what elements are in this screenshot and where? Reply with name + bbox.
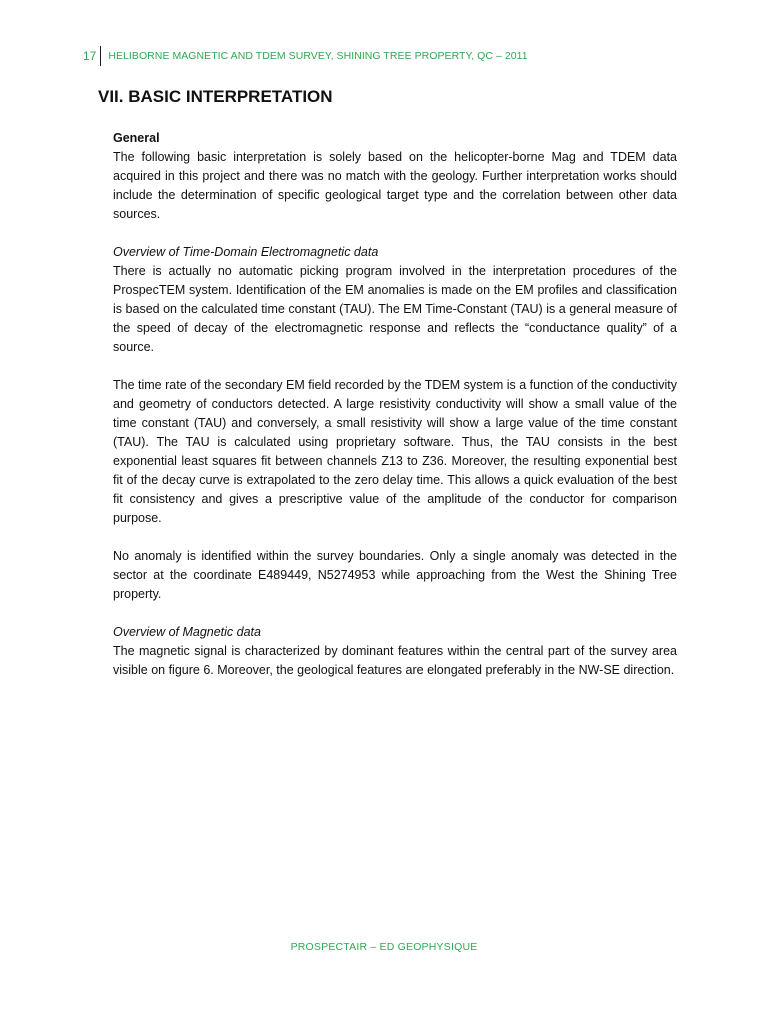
page-number: 17 — [83, 49, 97, 63]
tdem-paragraph-2: The time rate of the secondary EM field recorded by the TDEM system is a function of the conductivity and geometry of conductors detected. A large resistivity conductivity will show a small value of the time constant (TAU) and conversely, a small resistivity will show a large value of the time constant (TAU). The TAU is calculated using proprietary software. Thus, the TAU consists in the best exponential least squares fit between channels Z13 to Z36. Moreover, the resulting exponential best fit of the decay curve is extrapolated to the zero delay time. This allows a quick evaluation of the best fit consistency and gives a prescriptive value of the amplitude of the conductor for comparison purpose. — [113, 378, 677, 525]
header-title: HELIBORNE MAGNETIC AND TDEM SURVEY, SHINING TREE PROPERTY, QC – 2011 — [108, 50, 528, 62]
header-divider — [100, 46, 101, 66]
document-body — [113, 129, 677, 680]
tdem-paragraph-3: No anomaly is identified within the survey boundaries. Only a single anomaly was detected in the sector at the coordinate E489449, N5274953 while approaching from the West the Shining Tree property. — [113, 549, 677, 601]
paragraph-spacer — [113, 528, 677, 547]
paragraph-spacer — [113, 604, 677, 623]
section-title: VII. BASIC INTERPRETATION — [98, 87, 333, 106]
page-footer: PROSPECTAIR – ED GEOPHYSIQUE — [290, 941, 478, 953]
general-paragraph: The following basic interpretation is solely based on the helicopter-borne Mag and TDEM data acquired in this project and there was no match with the geology. Further interpretation works should include the determination of specific geological target type and the correlation between other data sources. — [113, 150, 677, 221]
magnetic-paragraph: The magnetic signal is characterized by dominant features within the central part of the survey area visible on figure 6. Moreover, the geological features are elongated preferably in the NW-SE direction. — [113, 644, 677, 677]
tdem-heading: Overview of Time-Domain Electromagnetic data — [113, 245, 379, 259]
page-header — [83, 46, 528, 66]
general-heading: General — [113, 131, 160, 145]
paragraph-spacer — [113, 224, 677, 243]
tdem-paragraph-1: There is actually no automatic picking program involved in the interpretation procedures of the ProspecTEM system. Identification of the EM anomalies is made on the EM profiles and classification is based on the calculated time constant (TAU). The EM Time-Constant (TAU) is a general measure of the speed of decay of the electromagnetic response and reflects the “conductance quality” of a source. — [113, 264, 677, 354]
magnetic-heading: Overview of Magnetic data — [113, 625, 261, 639]
paragraph-spacer — [113, 357, 677, 376]
